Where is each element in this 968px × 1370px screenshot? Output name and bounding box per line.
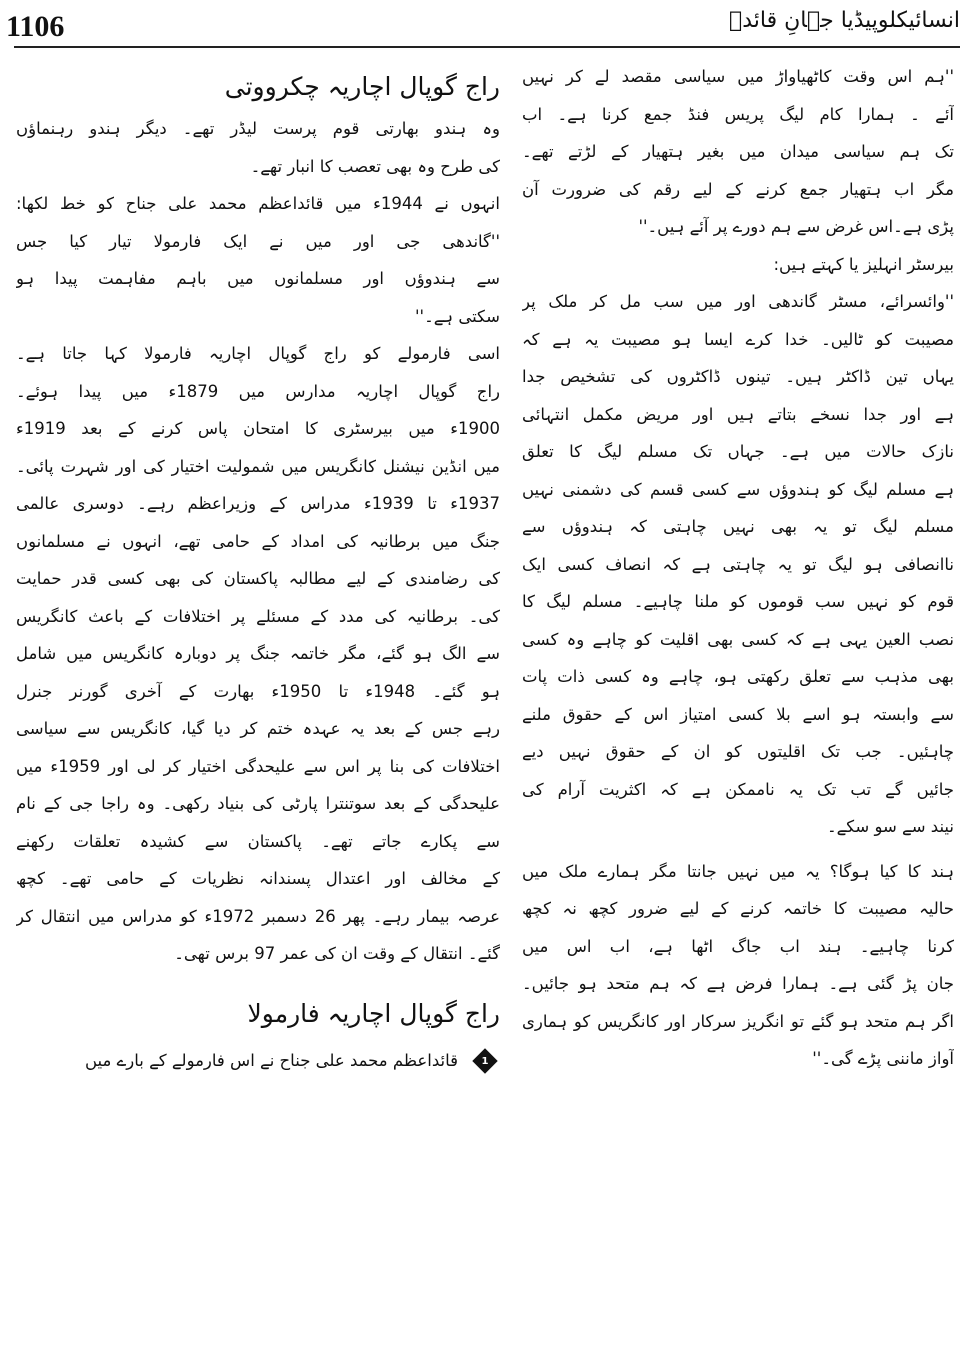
text-line: کی طرح وہ بھی تعصب کا انبار تھے۔ xyxy=(250,156,500,176)
section-heading-formula: راج گوپال اچاریہ فارمولا xyxy=(247,998,500,1028)
text-line: مصیبت کو ٹالیں۔ خدا کرے ایسا ہو مصیبت یہ ہے کہ xyxy=(522,329,954,349)
text-line: آواز ماننی پڑے گی۔'' xyxy=(812,1049,954,1068)
text-line: سے وابستہ ہو اسے بلا کسی امتیاز اس کے حقوق ملنے xyxy=(522,704,954,724)
text-line: نازک حالات میں ہے۔ جہاں تک مسلم لیگ کا تعلق xyxy=(522,442,954,461)
text-line: 1900ء میں بیرسٹری کا امتحان پاس کرنے کے بعد 1919ء xyxy=(16,419,500,438)
text-line: اسی فارمولے کو راج گوپال اچاریہ فارمولا کہا جاتا ہے۔ xyxy=(16,344,500,363)
text-line: علیحدگی کے بعد سوتنترا پارٹی کی بنیاد رکھی۔ وہ راجا جی کے نام xyxy=(16,794,500,813)
text-line: ہو گئے۔ 1948ء تا 1950ء بھارت کے آخری گورنر جنرل xyxy=(16,681,500,701)
text-line: آئے ۔ ہمارا کام لیگ پریس فنڈ جمع کرنا ہے۔ اب xyxy=(522,104,954,124)
numbered-item xyxy=(16,1037,500,1085)
item-text: قائداعظم محمد علی جناح نے اس فارمولے کے بارے میں xyxy=(84,1051,458,1070)
text-line: میں انڈین نیشنل کانگریس میں شمولیت اختیار کی اور شہرت پائی۔ xyxy=(16,456,500,476)
section-heading: راج گوپال اچاریہ چکرووتی xyxy=(224,72,500,101)
text-line: رہے جس کے بعد یہ عہدہ ختم کر دیا گیا، کانگریس سے سیاسی xyxy=(16,719,500,738)
text-line: وہ ہندو بھارتی قوم پرست لیڈر تھے۔ دیگر ہندو رہنماؤں xyxy=(16,119,500,138)
text-line: قوم کو نہیں سب قوموں کو ملنا چاہیے۔ مسلم لیگ کا xyxy=(522,592,954,611)
text-line: سکتی ہے۔'' xyxy=(415,306,500,326)
text-line: بھی مذہب سے تعلق رکھتی ہو، چاہے وہ کسی ذات پات xyxy=(522,667,954,686)
text-line: جائیں گے تب تک یہ ناممکن ہے کہ اکثریت آرام کی xyxy=(522,779,954,799)
text-line: گئے۔ انتقال کے وقت ان کی عمر 97 برس تھی۔ xyxy=(174,944,500,963)
paragraph-gap xyxy=(522,846,954,853)
text-line: مگر اب ہتھیار جمع کرنے کے لیے رقم کی ضرورت آن xyxy=(522,179,954,199)
text-line: کی۔ برطانیہ کی مدد کے مسئلے پر اختلافات کے باعث کانگریس xyxy=(16,606,500,626)
text-line: سے ہندوؤں اور مسلمانوں میں باہم مفاہمت پیدا ہو xyxy=(16,269,500,288)
left-column xyxy=(16,64,500,1085)
text-line: چاہئیں۔ جب تک اقلیتوں کو ان کے حقوق نہیں دیے xyxy=(522,742,954,761)
text-line: ہے اور جدا نسخے بتاتے ہیں اور مریض مکمل انتہائی xyxy=(522,404,954,424)
text-line: اگر ہم متحد ہو گئے تو انگریز سرکار اور کانگریس کو ہماری xyxy=(522,1011,954,1031)
page-number: 1106 xyxy=(6,10,65,43)
text-line: ناانصافی ہو لیگ تو یہ چاہتی ہے کہ انصاف کسی ایک xyxy=(522,554,954,574)
text-line: بیرسٹر انہلیز یا کہتے ہیں: xyxy=(773,254,954,274)
text-line: پڑی ہے۔اس غرض سے ہم دورے پر آئے ہیں۔'' xyxy=(638,217,954,236)
text-line: عرصہ بیمار رہے۔ پھر 26 دسمبر 1972ء کو مدراس میں انتقال کر xyxy=(16,906,500,926)
text-line: تک ہم سیاسی میدان میں بغیر ہتھیار کے لڑتے تھے۔ xyxy=(522,142,954,161)
text-line: مسلم لیگ تو یہ بھی نہیں چاہتی کہ ہندوؤں سے xyxy=(522,517,954,536)
running-title: انسائیکلوپیڈیا جہانِ قائدؒ xyxy=(729,8,960,33)
text-line: کی رضامندی کے لیے مطالبہ پاکستان کی بھی کسی قدر حمایت xyxy=(16,569,500,588)
text-line: یہاں تین ڈاکٹر ہیں۔ تینوں ڈاکٹروں کی تشخیص جدا xyxy=(522,367,954,386)
text-line: نیند سے سو سکے۔ xyxy=(826,817,954,836)
text-line: ''گاندھی جی اور میں نے ایک فارمولا تیار کیا جس xyxy=(16,231,500,251)
text-line: کرنا چاہیے۔ ہند اب جاگ اٹھا ہے، اب اس میں xyxy=(522,936,954,956)
text-line: ہند کا کیا ہوگا؟ یہ میں نہیں جانتا مگر ہمارے ملک میں xyxy=(522,861,954,881)
text-line: سے پکارے جاتے تھے۔ پاکستان سے کشیدہ تعلقات رکھنے xyxy=(16,831,500,851)
text-line: کے مخالف اور اعتدال پسندانہ نظریات کے حامی تھے۔ کچھ xyxy=(16,869,500,888)
text-line: 1937ء تا 1939ء مدراس کے وزیراعظم رہے۔ دوسری عالمی xyxy=(16,494,500,513)
text-line: سے الگ ہو گئے، مگر خاتمہ جنگ پر دوبارہ کانگریس میں شامل xyxy=(16,644,500,663)
text-line: حالیہ مصیبت کا خاتمہ کرنے کے لیے ضرور کچھ نہ کچھ xyxy=(522,899,954,918)
section-body xyxy=(16,110,500,973)
text-line: راج گوپال اچاریہ مدارس میں 1879ء میں پیدا ہوئے۔ xyxy=(16,381,500,401)
text-line: ہے مسلم لیگ کو ہندوؤں سے کسی قسم کی دشمنی نہیں xyxy=(522,479,954,499)
text-line: ''ہم اس وقت کاٹھیاواڑ میں سیاسی مقصد لے کر نہیں xyxy=(522,67,954,86)
text-line: ''وائسرائے، مسٹر گاندھی اور میں سب مل کر ملک پر xyxy=(522,292,954,311)
text-line: نصب العین یہی ہے کہ کسی بھی اقلیت کو چاہے وہ کسی xyxy=(522,629,954,649)
text-line: اختلافات کی بنا پر اس سے علیحدگی اختیار کر لی اور 1959ء میں xyxy=(16,756,500,776)
text-line: جنگ میں برطانیہ کی امداد کے حامی تھے، انہوں نے مسلمانوں xyxy=(16,531,500,551)
header-rule xyxy=(14,46,960,48)
diamond-number-icon: 1 xyxy=(472,1048,497,1073)
text-line: انہوں نے 1944ء میں قائداعظم محمد علی جناح کو خط لکھا: xyxy=(16,194,500,213)
right-column xyxy=(522,58,954,1078)
text-line: جان پڑ گئی ہے۔ ہمارا فرض ہے کہ ہم متحد ہو جائیں۔ xyxy=(522,974,954,993)
